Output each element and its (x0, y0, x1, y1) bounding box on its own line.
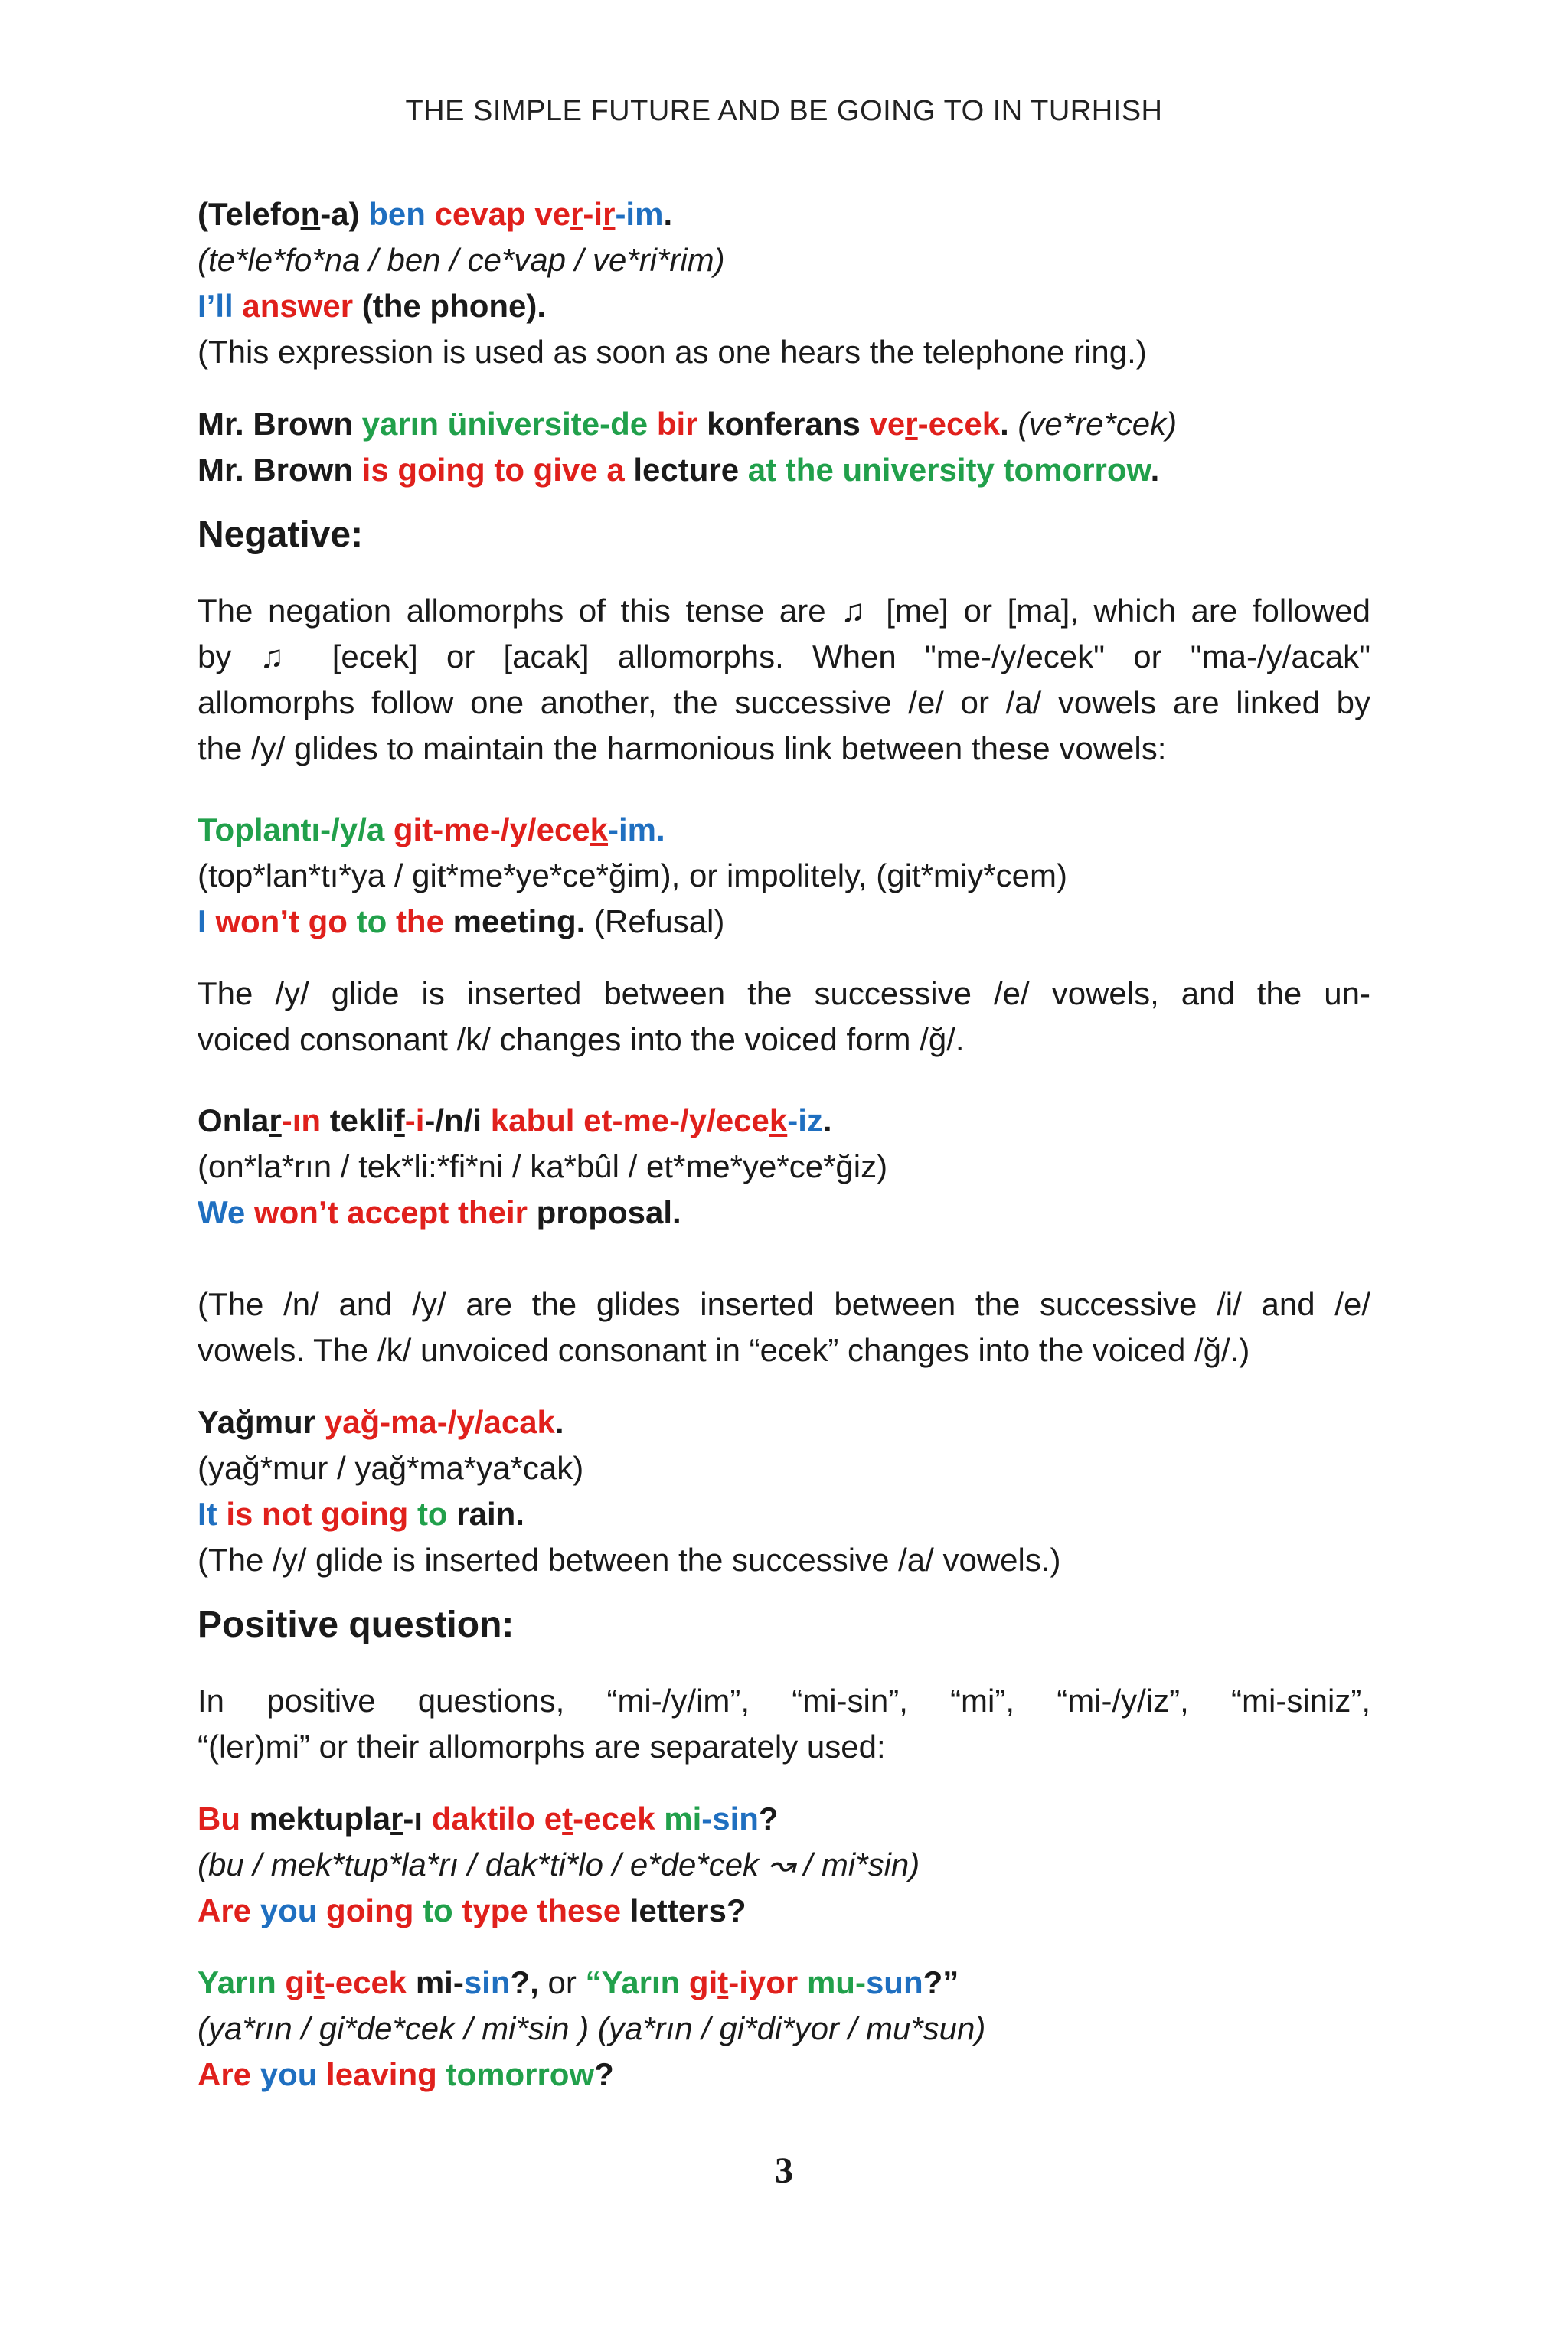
section-heading-negative: Negative: (198, 514, 364, 555)
text-span: ve (525, 196, 571, 232)
example-5-translation (198, 1491, 1370, 1537)
text-span: -ecek (324, 1964, 407, 2000)
text-span: . (663, 196, 673, 232)
text-span: konferans (697, 406, 861, 442)
text-span: -iyor (728, 1964, 799, 2000)
text-span: -/n/i (424, 1102, 482, 1138)
text-span: tekli (321, 1102, 394, 1138)
text-span: mu- (798, 1964, 866, 2000)
text-span: to (347, 903, 387, 939)
text-span: . (822, 1102, 832, 1138)
text-span: . (1000, 406, 1009, 442)
text-span: r (905, 406, 918, 442)
text-span: to (413, 1892, 453, 1928)
text-span: et-me-/y/ece (574, 1102, 769, 1138)
text-span: going (317, 1892, 414, 1928)
running-header: THE SIMPLE FUTURE AND BE GOING TO IN TURHISH (405, 95, 1163, 127)
text-span: Mr. Brown (198, 406, 354, 442)
positive-question-paragraph-line: In positive questions, “mi-/y/im”, “mi-sin”, “mi”, “mi-/y/iz”, “mi-siniz”, (198, 1683, 1370, 1719)
example-3-note-line: The /y/ glide is inserted between the successive /e/ vowels, and the un- (198, 975, 1370, 1011)
text-span: tomorrow (436, 2056, 595, 2092)
example-7-sentence (198, 1960, 1370, 2006)
text-span: (ve*re*cek) (1008, 406, 1178, 442)
example-1-note: (This expression is used as soon as one hears the telephone ring.) (198, 334, 1147, 370)
text-span: t (717, 1964, 729, 2000)
text-span: sin (463, 1964, 511, 2000)
negative-paragraph-line: allomorphs follow one another, the successive /e/ or /a/ vowels are linked by (198, 684, 1370, 720)
text-span: -ecek (917, 406, 1001, 442)
example-7-translation (198, 2052, 1370, 2098)
text-span: . (554, 1404, 564, 1440)
page-number: 3 (775, 2150, 793, 2191)
text-span: k (590, 811, 609, 847)
example-1-sentence (198, 191, 1370, 237)
text-span: -a) (320, 196, 360, 232)
example-4-sentence (198, 1098, 1370, 1144)
text-span: k (769, 1102, 788, 1138)
text-span: ve (860, 406, 906, 442)
text-span: I (198, 903, 207, 939)
text-span: -iz (787, 1102, 823, 1138)
text-span: I’ll (198, 288, 234, 324)
text-span: won’t accept their (245, 1194, 528, 1230)
text-span: won’t go (206, 903, 348, 939)
example-5-pronunciation: (yağ*mur / yağ*ma*ya*cak) (198, 1450, 584, 1486)
text-span: mi- (407, 1964, 464, 2000)
text-span: you (251, 2056, 318, 2092)
text-span: Are (198, 1892, 252, 1928)
example-1-translation (198, 283, 1370, 329)
text-span: r (603, 196, 616, 232)
text-span: leaving (317, 2056, 437, 2092)
example-4-note-line: (The /n/ and /y/ are the glides inserted between the successive /i/ and /e/ (198, 1286, 1370, 1322)
example-3-note-line: voiced consonant /k/ changes into the voiced form /ğ/. (198, 1021, 965, 1057)
text-span: meeting. (443, 903, 586, 939)
text-span: ben (359, 196, 426, 232)
text-span: bir (648, 406, 698, 442)
negative-paragraph-line: the /y/ glides to maintain the harmonious link between these vowels: (198, 730, 1167, 766)
text-span: (Telefo (198, 196, 301, 232)
text-span: -i (583, 196, 603, 232)
text-span: is not going (217, 1496, 409, 1532)
example-5-sentence (198, 1399, 1370, 1445)
example-4-translation (198, 1190, 1370, 1236)
text-span: you (251, 1892, 318, 1928)
text-span: at the university tomorrow (739, 452, 1151, 488)
text-span: Mr. Brown (198, 452, 354, 488)
text-span: daktilo (423, 1801, 536, 1837)
example-3-translation (198, 899, 1370, 945)
text-span: It (198, 1496, 217, 1532)
text-span: the (387, 903, 444, 939)
example-1-pronunciation: (te*le*fo*na / ben / ce*vap / ve*ri*rim) (198, 242, 725, 278)
text-span: Bu (198, 1801, 240, 1837)
text-span: gi (276, 1964, 314, 2000)
example-6-sentence (198, 1796, 1370, 1842)
text-span: ? (758, 1801, 779, 1837)
text-span: Yarın (198, 1964, 276, 2000)
text-span: to (408, 1496, 448, 1532)
text-span: yağ-ma-/y/acak (315, 1404, 555, 1440)
text-span: r (390, 1801, 403, 1837)
example-2-translation (198, 447, 1370, 493)
text-span: type (452, 1892, 528, 1928)
text-span: Onla (198, 1102, 270, 1138)
example-2-sentence (198, 401, 1370, 447)
text-span: yarın üniversite-de (353, 406, 648, 442)
text-span: t (562, 1801, 573, 1837)
text-span: lecture (624, 452, 740, 488)
text-span: git-me-/y/ece (384, 811, 590, 847)
text-span: f (394, 1102, 405, 1138)
text-span: We (198, 1194, 246, 1230)
example-7-pronunciation: (ya*rın / gi*de*cek / mi*sin ) (ya*rın / gi*di*yor / mu*sun) (198, 2010, 986, 2046)
text-span: -ecek (573, 1801, 655, 1837)
text-span: -im (615, 196, 664, 232)
text-span: Toplantı-/y/a (198, 811, 385, 847)
text-span: mi (655, 1801, 702, 1837)
text-span: mektupla (240, 1801, 391, 1837)
text-span: ?” (923, 1964, 959, 2000)
text-span: these (528, 1892, 622, 1928)
text-span: answer (233, 288, 354, 324)
example-4-pronunciation: (on*la*rın / tek*li:*fi*ni / ka*bûl / et*me*ye*ce*ğiz) (198, 1148, 888, 1184)
text-span: -ı (403, 1801, 423, 1837)
text-span: or (538, 1964, 586, 2000)
text-span: n (300, 196, 321, 232)
text-span: e (535, 1801, 563, 1837)
example-6-translation (198, 1888, 1370, 1934)
text-span: r (269, 1102, 282, 1138)
text-span: “Yarın (585, 1964, 681, 2000)
negative-paragraph-line: by ♫ [ecek] or [acak] allomorphs. When "me-/y/ecek" or "ma-/y/acak" (198, 638, 1370, 674)
text-span: ?, (510, 1964, 539, 2000)
text-span: t (313, 1964, 325, 2000)
text-span: sun (865, 1964, 923, 2000)
example-6-pronunciation: (bu / mek*tup*la*rı / dak*ti*lo / e*de*cek ↝ / mi*sin) (198, 1847, 920, 1882)
text-span: rain. (447, 1496, 524, 1532)
positive-question-paragraph-line: “(ler)mi” or their allomorphs are separately used: (198, 1729, 886, 1765)
text-span: (Refusal) (585, 903, 725, 939)
section-heading-positive-question: Positive question: (198, 1605, 514, 1645)
text-span: -ın (281, 1102, 322, 1138)
text-span: Are (198, 2056, 252, 2092)
text-span: is going to give a (353, 452, 625, 488)
page-content (198, 191, 1370, 2098)
text-span: ? (594, 2056, 614, 2092)
example-3-sentence (198, 807, 1370, 853)
example-4-note-line: vowels. The /k/ unvoiced consonant in “ecek” changes into the voiced /ğ/.) (198, 1332, 1250, 1368)
text-span: -im. (608, 811, 665, 847)
example-3-pronunciation: (top*lan*tı*ya / git*me*ye*ce*ğim), or impolitely, (git*miy*cem) (198, 857, 1067, 893)
text-span: Yağmur (198, 1404, 316, 1440)
text-span: . (1150, 452, 1160, 488)
text-span: kabul (482, 1102, 575, 1138)
text-span: phone). (420, 288, 547, 324)
text-span: -sin (701, 1801, 759, 1837)
text-span: cevap (425, 196, 526, 232)
text-span: (the (353, 288, 421, 324)
text-span: letters? (621, 1892, 746, 1928)
text-span: r (570, 196, 583, 232)
negative-paragraph-line: The negation allomorphs of this tense are ♫ [me] or [ma], which are followed (198, 593, 1370, 629)
example-5-note: (The /y/ glide is inserted between the successive /a/ vowels.) (198, 1542, 1061, 1578)
text-span: gi (680, 1964, 718, 2000)
text-span: proposal. (527, 1194, 681, 1230)
text-span: -i (404, 1102, 425, 1138)
